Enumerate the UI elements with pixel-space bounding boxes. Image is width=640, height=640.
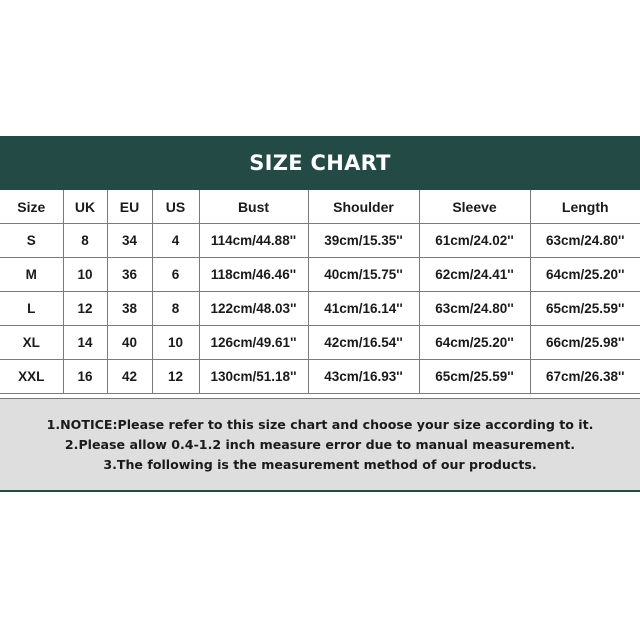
cell-us: 4 (152, 224, 199, 258)
column-header-sleeve: Sleeve (419, 190, 530, 224)
cell-shoulder: 40cm/15.75'' (308, 258, 419, 292)
cell-length: 64cm/25.20'' (530, 258, 640, 292)
cell-shoulder: 39cm/15.35'' (308, 224, 419, 258)
table-row (0, 224, 640, 258)
cell-sleeve: 62cm/24.41'' (419, 258, 530, 292)
cell-bust: 118cm/46.46'' (199, 258, 308, 292)
cell-size: M (0, 258, 63, 292)
cell-uk: 16 (63, 360, 107, 394)
notice-line-1: 1.NOTICE:Please refer to this size chart and choose your size according to it. (46, 416, 594, 432)
cell-shoulder: 43cm/16.93'' (308, 360, 419, 394)
cell-sleeve: 64cm/25.20'' (419, 326, 530, 360)
cell-us: 10 (152, 326, 199, 360)
table-row (0, 360, 640, 394)
column-header-shoulder: Shoulder (308, 190, 419, 224)
cell-length: 66cm/25.98'' (530, 326, 640, 360)
cell-bust: 130cm/51.18'' (199, 360, 308, 394)
column-header-eu: EU (107, 190, 152, 224)
cell-eu: 34 (107, 224, 152, 258)
cell-size: L (0, 292, 63, 326)
cell-sleeve: 65cm/25.59'' (419, 360, 530, 394)
cell-size: XL (0, 326, 63, 360)
cell-uk: 14 (63, 326, 107, 360)
cell-uk: 12 (63, 292, 107, 326)
table-row (0, 258, 640, 292)
cell-length: 65cm/25.59'' (530, 292, 640, 326)
cell-shoulder: 41cm/16.14'' (308, 292, 419, 326)
cell-eu: 40 (107, 326, 152, 360)
cell-uk: 10 (63, 258, 107, 292)
column-header-bust: Bust (199, 190, 308, 224)
table-row (0, 292, 640, 326)
cell-shoulder: 42cm/16.54'' (308, 326, 419, 360)
size-chart-title: SIZE CHART (249, 151, 391, 175)
column-header-size: Size (0, 190, 63, 224)
cell-bust: 126cm/49.61'' (199, 326, 308, 360)
size-table (0, 190, 640, 394)
cell-eu: 36 (107, 258, 152, 292)
cell-sleeve: 61cm/24.02'' (419, 224, 530, 258)
cell-eu: 42 (107, 360, 152, 394)
cell-size: XXL (0, 360, 63, 394)
cell-length: 67cm/26.38'' (530, 360, 640, 394)
table-header-row (0, 190, 640, 224)
column-header-length: Length (530, 190, 640, 224)
cell-size: S (0, 224, 63, 258)
size-chart-header (0, 136, 640, 190)
cell-us: 8 (152, 292, 199, 326)
cell-length: 63cm/24.80'' (530, 224, 640, 258)
column-header-uk: UK (63, 190, 107, 224)
cell-eu: 38 (107, 292, 152, 326)
cell-us: 6 (152, 258, 199, 292)
cell-uk: 8 (63, 224, 107, 258)
notice-panel (0, 398, 640, 490)
table-row (0, 326, 640, 360)
column-header-us: US (152, 190, 199, 224)
size-chart (0, 136, 640, 492)
cell-bust: 122cm/48.03'' (199, 292, 308, 326)
notice-line-3: 3.The following is the measurement method of our products. (103, 456, 537, 472)
cell-bust: 114cm/44.88'' (199, 224, 308, 258)
notice-line-2: 2.Please allow 0.4-1.2 inch measure error due to manual measurement. (64, 436, 576, 452)
cell-us: 12 (152, 360, 199, 394)
cell-sleeve: 63cm/24.80'' (419, 292, 530, 326)
